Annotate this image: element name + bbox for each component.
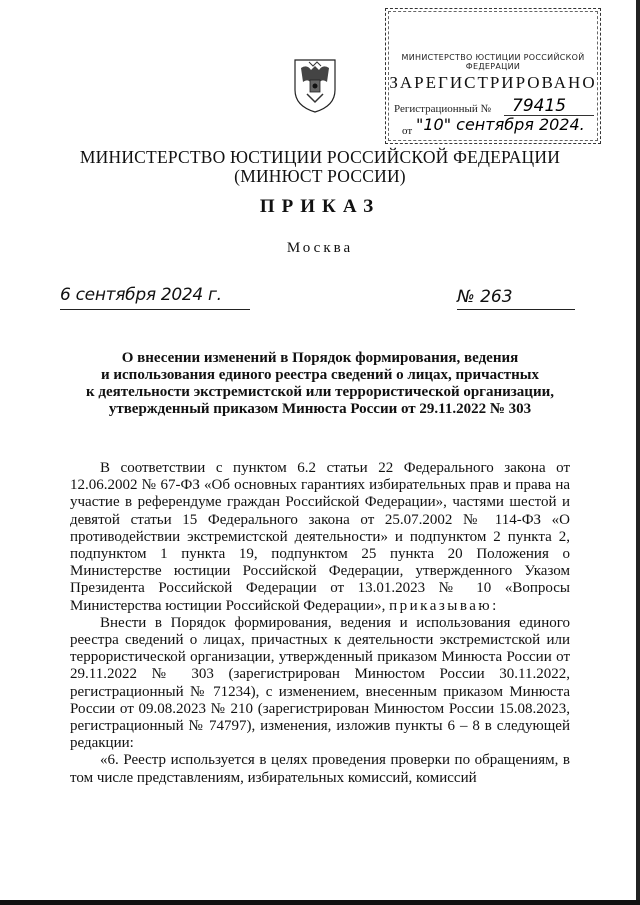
registration-stamp: [385, 8, 601, 144]
stamp-date-line: [402, 115, 585, 137]
heading-line-2: и использования единого реестра сведений о лицах, причастных: [100, 367, 540, 383]
stamp-date-prefix: от: [402, 125, 413, 137]
stamp-date-value: "10" сентября 2024.: [416, 115, 585, 134]
paragraph-basis-text: В соответствии с пунктом 6.2 статьи 22 Федерального закона от 12.06.2002 № 67-ФЗ «Об основных гарантиях избирательных прав и права на участие в референдуме граждан Российской Федерации», частями шестой и девятой статьи 15 Федерального закона от 25.07.2002 № 114-ФЗ «О противодействии экстремистской деятельности» и подпунктом 2 пункта 2, подпунктом 1 пункта 19, подпунктом 25 пункта 20 Положения о Министерстве юстиции Российской Федерации, утвержденного Указом Президента Российской Федерации от 13.01.2023 № 10 «Вопросы Министерства юстиции Российской Федерации»,: [70, 460, 570, 614]
heading-line-1: О внесении изменений в Порядок формирования, ведения: [121, 350, 519, 366]
stamp-ministry: МИНИСТЕРСТВО ЮСТИЦИИ РОССИЙСКОЙ ФЕДЕРАЦИИ: [401, 53, 585, 71]
order-body: [70, 460, 570, 787]
date-underline: [60, 309, 250, 310]
page-bottom-edge: [0, 900, 640, 905]
stamp-reg-number: 79415: [512, 96, 567, 116]
ministry-line-2: (МИНЮСТ РОССИИ): [234, 166, 406, 186]
heading-line-4: утвержденный приказом Минюста России от 29.11.2022 № 303: [108, 401, 532, 417]
heading-line-3: к деятельности экстремистской или террористической организации,: [86, 384, 554, 400]
ministry-line-1: МИНИСТЕРСТВО ЮСТИЦИИ РОССИЙСКОЙ ФЕДЕРАЦИИ: [79, 147, 561, 167]
stamp-reg-line: [394, 96, 567, 116]
order-verb: приказываю:: [389, 597, 499, 614]
order-number: № 263: [457, 287, 513, 307]
stamp-registered: ЗАРЕГИСТРИРОВАНО: [389, 73, 597, 92]
stamp-reg-label: Регистрационный №: [394, 103, 492, 115]
ministry-name: [0, 148, 640, 186]
order-heading: [70, 350, 570, 418]
city: Москва: [286, 240, 354, 256]
paragraph-point-6: «6. Реестр используется в целях проведения проверки по обращениям, в том числе представлениям, избирательных комиссий, комиссий: [70, 752, 570, 786]
paragraph-amendment: Внести в Порядок формирования, ведения и использования единого реестра сведений о лицах, причастных к деятельности экстремистской или террористической организации, утвержденный приказом Минюста России от 29.11.2022 № 303 (зарегистрирован Минюстом России 30.11.2022, регистрационный № 71234), с изменением, внесенным приказом Минюста России от 09.08.2023 № 210 (зарегистрирован Минюстом России 15.08.2023, регистрационный № 74797), изменения, изложив пункты 6 – 8 в следующей редакции:: [70, 614, 570, 752]
number-underline: [457, 309, 575, 310]
coat-of-arms-icon: [287, 56, 343, 114]
order-title: ПРИКАЗ: [259, 196, 381, 217]
paragraph-basis: [70, 460, 570, 615]
page-edge: [636, 0, 640, 905]
order-date: 6 сентября 2024 г.: [60, 285, 222, 305]
